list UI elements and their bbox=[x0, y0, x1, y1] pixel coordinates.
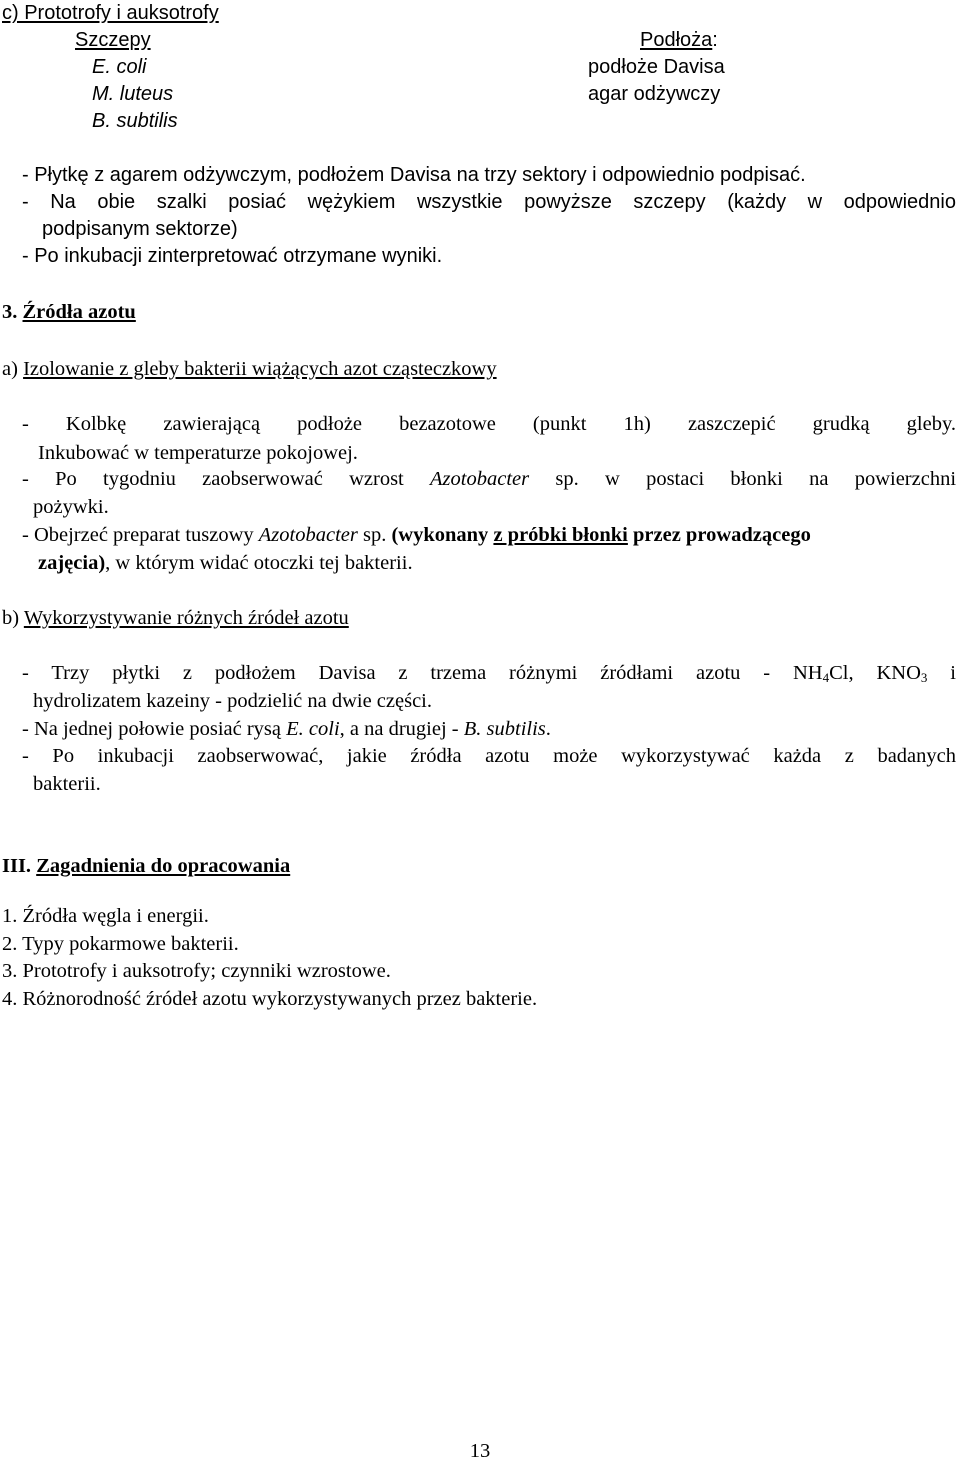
list-item: 2. Typy pokarmowe bakterii. bbox=[2, 933, 239, 955]
text-span: - Po tygodniu zaobserwować wzrost bbox=[22, 468, 404, 490]
text-line: - Kolbkę zawierającą podłoże bezazotowe (punkt 1h) zaszczepić grudką gleby. bbox=[22, 413, 956, 435]
text-line bbox=[22, 466, 956, 492]
bold-underlined-span: z próbki błonki bbox=[493, 524, 628, 546]
organism-name: E. coli bbox=[286, 718, 340, 740]
text-span: Cl, KNO bbox=[829, 662, 921, 684]
text-span: sp. w postaci błonki na powierzchni bbox=[555, 468, 957, 490]
text-line bbox=[22, 660, 956, 686]
text-line: pożywki. bbox=[33, 496, 109, 518]
media-header bbox=[640, 27, 718, 53]
step-line: - Płytkę z agarem odżywczym, podłożem Davisa na trzy sektory i odpowiednio podpisać. bbox=[22, 164, 806, 186]
media-header-label: Podłoża bbox=[640, 29, 713, 51]
bold-span: (wykonany bbox=[391, 524, 489, 546]
text-line: Inkubować w temperaturze pokojowej. bbox=[38, 442, 358, 464]
section-number: III. bbox=[2, 855, 32, 877]
text-span: i bbox=[950, 662, 956, 684]
list-item: 3. Prototrofy i auksotrofy; czynniki wzrostowe. bbox=[2, 960, 391, 982]
strains-header: Szczepy bbox=[75, 29, 151, 51]
subsection-a-heading bbox=[2, 356, 497, 382]
step-line: - Po inkubacji zinterpretować otrzymane wyniki. bbox=[22, 245, 443, 267]
subscript: 4 bbox=[822, 670, 830, 685]
bold-span: zajęcia) bbox=[38, 552, 106, 574]
strain-item: E. coli bbox=[92, 56, 147, 78]
section-title: Zagadnienia do opracowania bbox=[36, 855, 291, 877]
text-line bbox=[22, 522, 811, 548]
subsection-title: Izolowanie z gleby bakterii wiążących azot cząsteczkowy bbox=[23, 358, 497, 380]
page-number: 13 bbox=[469, 1440, 491, 1462]
text-line bbox=[38, 550, 413, 576]
bold-span: przez prowadzącego bbox=[633, 524, 811, 546]
section-title: Źródła azotu bbox=[22, 301, 136, 323]
organism-name: B. subtilis bbox=[463, 718, 546, 740]
medium-item: podłoże Davisa bbox=[588, 56, 725, 78]
text-span: - Trzy płytki z podłożem Davisa z trzema różnymi źródłami azotu - NH bbox=[22, 662, 823, 684]
text-line: hydrolizatem kazeiny - podzielić na dwie części. bbox=[33, 690, 432, 712]
step-line: podpisanym sektorze) bbox=[42, 218, 238, 240]
medium-item: agar odżywczy bbox=[588, 83, 721, 105]
subsection-b-heading bbox=[2, 605, 349, 631]
subscript: 3 bbox=[920, 670, 928, 685]
section-c-title: c) Prototrofy i auksotrofy bbox=[2, 2, 219, 24]
strain-item: B. subtilis bbox=[92, 110, 178, 132]
text-span: - Obejrzeć preparat tuszowy bbox=[22, 524, 254, 546]
text-line bbox=[22, 716, 551, 742]
section-iii-heading bbox=[2, 853, 290, 879]
subsection-prefix: b) bbox=[2, 607, 20, 629]
text-line: - Po inkubacji zaobserwować, jakie źródła azotu może wykorzystywać każda z badanych bbox=[22, 745, 956, 767]
subsection-prefix: a) bbox=[2, 358, 18, 380]
organism-name: Azotobacter bbox=[430, 468, 530, 490]
text-span: , w którym widać otoczki tej bakterii. bbox=[105, 552, 413, 574]
text-span: , a na drugiej - bbox=[339, 718, 459, 740]
strain-item: M. luteus bbox=[92, 83, 174, 105]
text-span: sp. bbox=[362, 524, 387, 546]
organism-name: Azotobacter bbox=[258, 524, 358, 546]
section-3-heading bbox=[2, 299, 136, 325]
text-span: . bbox=[545, 718, 551, 740]
step-line: - Na obie szalki posiać wężykiem wszystkie powyższe szczepy (każdy w odpowiednio bbox=[22, 191, 956, 213]
section-number: 3. bbox=[2, 301, 18, 323]
list-item: 4. Różnorodność źródeł azotu wykorzystywanych przez bakterie. bbox=[2, 988, 538, 1010]
subsection-title: Wykorzystywanie różnych źródeł azotu bbox=[23, 607, 349, 629]
text-line: bakterii. bbox=[33, 773, 101, 795]
text-span: - Na jednej połowie posiać rysą bbox=[22, 718, 282, 740]
media-header-suffix: : bbox=[712, 29, 718, 51]
list-item: 1. Źródła węgla i energii. bbox=[2, 905, 209, 927]
